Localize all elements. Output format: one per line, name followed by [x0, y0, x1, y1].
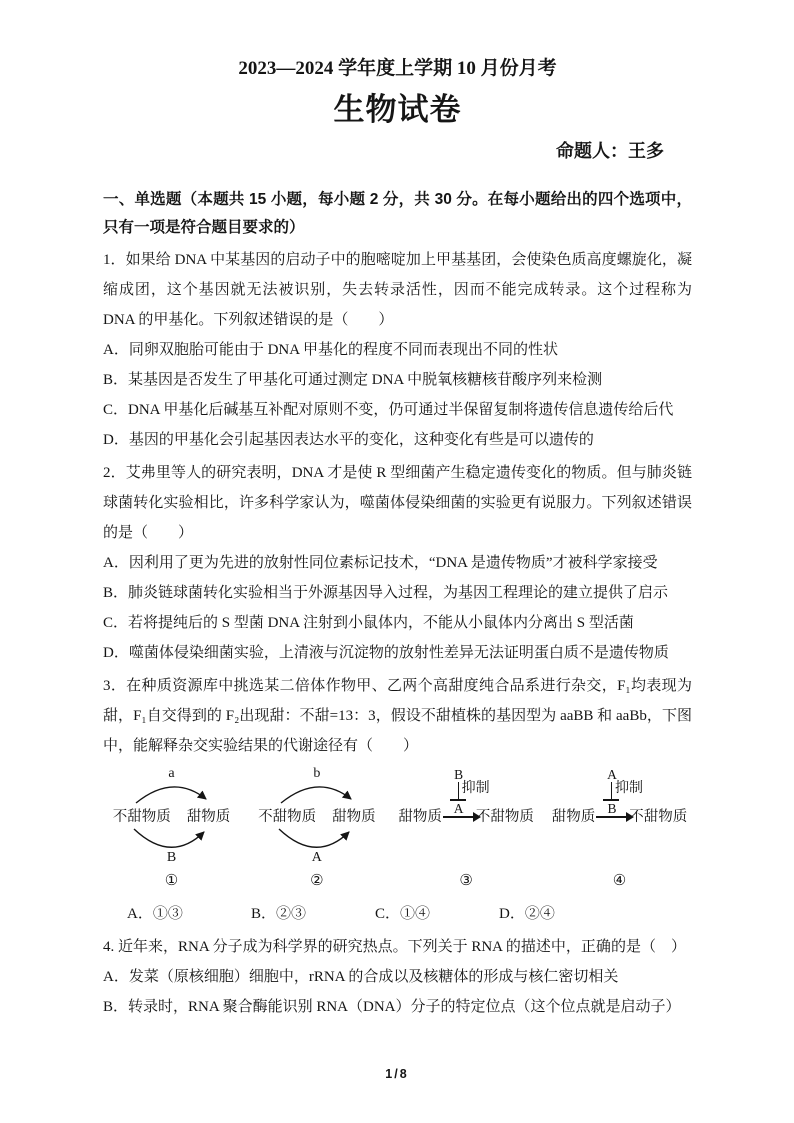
- pathway-4-number: ④: [612, 873, 627, 889]
- pathway-1-substrate: 不甜物质: [112, 809, 171, 825]
- pathway-2-top-enzyme: b: [313, 766, 321, 781]
- question-2-option-a: A．因利用了更为先进的放射性同位素标记技术，“DNA 是遗传物质”才被科学家接受: [103, 555, 658, 571]
- question-3-option-a: A．①③: [127, 906, 183, 922]
- question-4-option-b: B．转录时，RNA 聚合酶能识别 RNA（DNA）分子的特定位点（这个位点就是启动子）: [103, 999, 681, 1015]
- right-arrow-icon: [443, 816, 473, 818]
- pathway-3-arrow-enzyme: A: [453, 801, 464, 816]
- pathway-3-number: ③: [459, 873, 473, 889]
- subject-title: 生物试卷: [333, 92, 462, 127]
- question-3-option-b: B．②③: [251, 906, 307, 922]
- pathway-3: [394, 767, 539, 891]
- pathway-2-number: ②: [310, 873, 324, 889]
- pathway-3-product: 不甜物质: [475, 809, 534, 825]
- question-3-option-d: D．②④: [499, 906, 555, 922]
- question-2-option-b: B．肺炎链球菌转化实验相当于外源基因导入过程，为基因工程理论的建立提供了启示: [103, 585, 669, 601]
- question-2-stem: 2．艾弗里等人的研究表明，DNA 才是使 R 型细菌产生稳定遗传变化的物质。但与肺炎链球菌转化实验相比，许多科学家认为，噬菌体侵染细菌的实验更有说服力。下列叙述错误的是（ ）: [103, 465, 692, 541]
- pathway-4-substrate: 甜物质: [551, 809, 596, 825]
- pathway-2-substrate: 不甜物质: [258, 809, 317, 825]
- pathway-1-top-enzyme: a: [168, 766, 175, 781]
- pathway-4-inhibitor-enzyme: A: [607, 767, 617, 782]
- section-heading: 一、单选题（本题共 15 小题，每小题 2 分，共 30 分。在每小题给出的四个选项中，只有一项是符合题目要求的）: [103, 191, 692, 236]
- pathway-1-product: 甜物质: [186, 809, 231, 825]
- metabolic-pathway-diagram: [103, 767, 692, 891]
- pathway-4-inhibition-label: 抑制: [614, 781, 643, 796]
- question-4-option-a: A．发菜（原核细胞）细胞中，rRNA 的合成以及核糖体的形成与核仁密切相关: [103, 969, 619, 985]
- right-arrow-icon: [596, 816, 626, 818]
- question-3-stem: 3．在种质资源库中挑选某二倍体作物甲、乙两个高甜度纯合品系进行杂交，F₁均表现为甜，F₁自交得到的 F₂出现甜：不甜=13：3，假设不甜植株的基因型为 aaBB 和 aaBb，下图中，能解释杂交实验结果的代谢途径有（ ）: [103, 678, 692, 754]
- question-3-option-c: C．①④: [375, 906, 431, 922]
- pathway-1: [103, 767, 240, 891]
- pathway-3-substrate: 甜物质: [398, 809, 442, 825]
- question-1-option-c: C．DNA 甲基化后碱基互补配对原则不变，仍可通过半保留复制将遗传信息遗传给后代: [103, 402, 674, 418]
- pathway-4: [547, 767, 692, 891]
- pathway-2-product: 甜物质: [332, 809, 376, 825]
- question-2-option-c: C．若将提纯后的 S 型菌 DNA 注射到小鼠体内，不能从小鼠体内分离出 S 型活菌: [103, 615, 634, 631]
- inhibition-line-icon: [611, 782, 613, 799]
- question-2-option-d: D．噬菌体侵染细菌实验，上清液与沉淀物的放射性差异无法证明蛋白质不是遗传物质: [103, 645, 669, 661]
- inhibition-line-icon: [458, 782, 460, 799]
- question-1-option-d: D．基因的甲基化会引起基因表达水平的变化，这种变化有些是可以遗传的: [103, 432, 594, 448]
- exam-author-line: 命题人：王多: [556, 141, 664, 161]
- pathway-1-bottom-enzyme: B: [166, 850, 177, 865]
- question-1-option-a: A．同卵双胞胎可能由于 DNA 甲基化的程度不同而表现出不同的性状: [103, 342, 559, 358]
- question-3-options-row: [103, 899, 692, 929]
- question-1-stem: 1．如果给 DNA 中某基因的启动子中的胞嘧啶加上甲基基团，会使染色质高度螺旋化，凝缩成团，这个基因就无法被识别，失去转录活性，因而不能完成转录。这个过程称为 DNA 的甲基化。下列叙述错误的是（ ）: [103, 252, 692, 328]
- page-number: 1/8: [385, 1067, 409, 1081]
- question-1-option-b: B．某基因是否发生了甲基化可通过测定 DNA 中脱氧核糖核苷酸序列来检测: [103, 372, 603, 388]
- exam-session-title: 2023—2024 学年度上学期 10 月份月考: [238, 58, 557, 79]
- pathway-2-bottom-enzyme: A: [311, 850, 322, 865]
- pathway-3-inhibitor-enzyme: B: [454, 767, 464, 782]
- pathway-3-inhibition-label: 抑制: [461, 781, 490, 796]
- pathway-2: [248, 767, 385, 891]
- pathway-4-arrow-enzyme: B: [607, 801, 617, 816]
- pathway-4-product: 不甜物质: [629, 809, 688, 825]
- pathway-1-number: ①: [164, 873, 179, 889]
- question-4-stem: 4. 近年来，RNA 分子成为科学界的研究热点。下列关于 RNA 的描述中，正确的是（ ）: [103, 939, 686, 955]
